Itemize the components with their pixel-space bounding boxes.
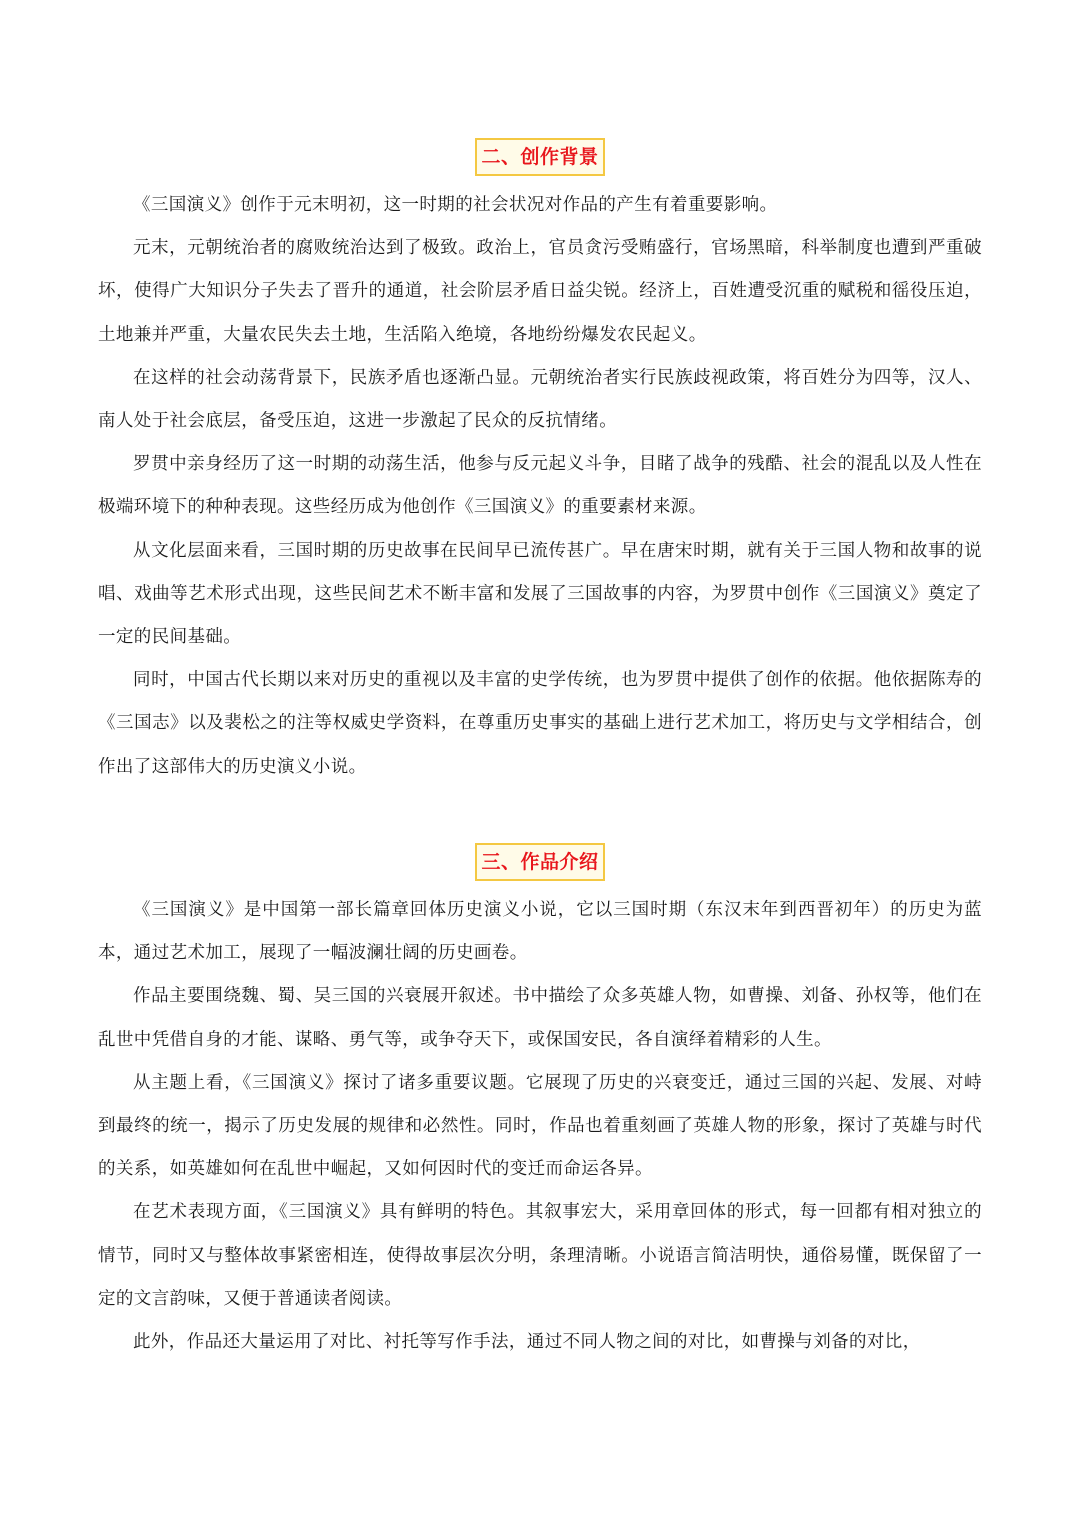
paragraph: 在艺术表现方面，《三国演义》具有鲜明的特色。其叙事宏大，采用章回体的形式，每一回都有相对独立的情节，同时又与整体故事紧密相连，使得故事层次分明，条理清晰。小说语言简洁明快，通俗易懂，既保留了一定的文言韵味，又便于普通读者阅读。 (98, 1202, 982, 1309)
paragraph: 罗贯中亲身经历了这一时期的动荡生活，他参与反元起义斗争，目睹了战争的残酷、社会的混乱以及人性在极端环境下的种种表现。这些经历成为他创作《三国演义》的重要素材来源。 (98, 454, 982, 518)
paragraph: 此外，作品还大量运用了对比、衬托等写作手法，通过不同人物之间的对比，如曹操与刘备的对比， (133, 1332, 921, 1353)
paragraph: 元末，元朝统治者的腐败统治达到了极致。政治上，官员贪污受贿盛行，官场黑暗，科举制度也遭到严重破坏，使得广大知识分子失去了晋升的通道，社会阶层矛盾日益尖锐。经济上，百姓遭受沉重的赋税和徭役压迫，土地兼并严重，大量农民失去土地，生活陷入绝境，各地纷纷爆发农民起义。 (98, 238, 982, 345)
paragraph: 《三国演义》是中国第一部长篇章回体历史演义小说，它以三国时期（东汉末年到西晋初年）的历史为蓝本，通过艺术加工，展现了一幅波澜壮阔的历史画卷。 (98, 900, 982, 964)
section-creation-background (98, 138, 982, 789)
paragraph: 作品主要围绕魏、蜀、吴三国的兴衰展开叙述。书中描绘了众多英雄人物，如曹操、刘备、孙权等，他们在乱世中凭借自身的才能、谋略、勇气等，或争夺天下，或保国安民，各自演绎着精彩的人生。 (98, 986, 982, 1050)
paragraph: 《三国演义》创作于元末明初，这一时期的社会状况对作品的产生有着重要影响。 (133, 195, 778, 215)
paragraph: 从主题上看，《三国演义》探讨了诸多重要议题。它展现了历史的兴衰变迁，通过三国的兴起、发展、对峙到最终的统一，揭示了历史发展的规律和必然性。同时，作品也着重刻画了英雄人物的形象，探讨了英雄与时代的关系，如英雄如何在乱世中崛起，又如何因时代的变迁而命运各异。 (98, 1072, 982, 1180)
paragraph: 同时，中国古代长期以来对历史的重视以及丰富的史学传统，也为罗贯中提供了创作的依据。他依据陈寿的《三国志》以及裴松之的注等权威史学资料，在尊重历史事实的基础上进行艺术加工，将历史与文学相结合，创作出了这部伟大的历史演义小说。 (98, 670, 982, 777)
section-heading-wrap (98, 843, 982, 883)
section-heading: 二、创作背景 (475, 138, 604, 176)
section-heading-wrap (98, 138, 982, 178)
paragraph: 从文化层面来看，三国时期的历史故事在民间早已流传甚广。早在唐宋时期，就有关于三国人物和故事的说唱、戏曲等艺术形式出现，这些民间艺术不断丰富和发展了三国故事的内容，为罗贯中创作《三国演义》奠定了一定的民间基础。 (98, 540, 982, 648)
section-heading: 三、作品介绍 (475, 843, 604, 881)
paragraph: 在这样的社会动荡背景下，民族矛盾也逐渐凸显。元朝统治者实行民族歧视政策，将百姓分为四等，汉人、南人处于社会底层，备受压迫，这进一步激起了民众的反抗情绪。 (98, 367, 982, 432)
section-work-introduction (98, 843, 982, 1364)
